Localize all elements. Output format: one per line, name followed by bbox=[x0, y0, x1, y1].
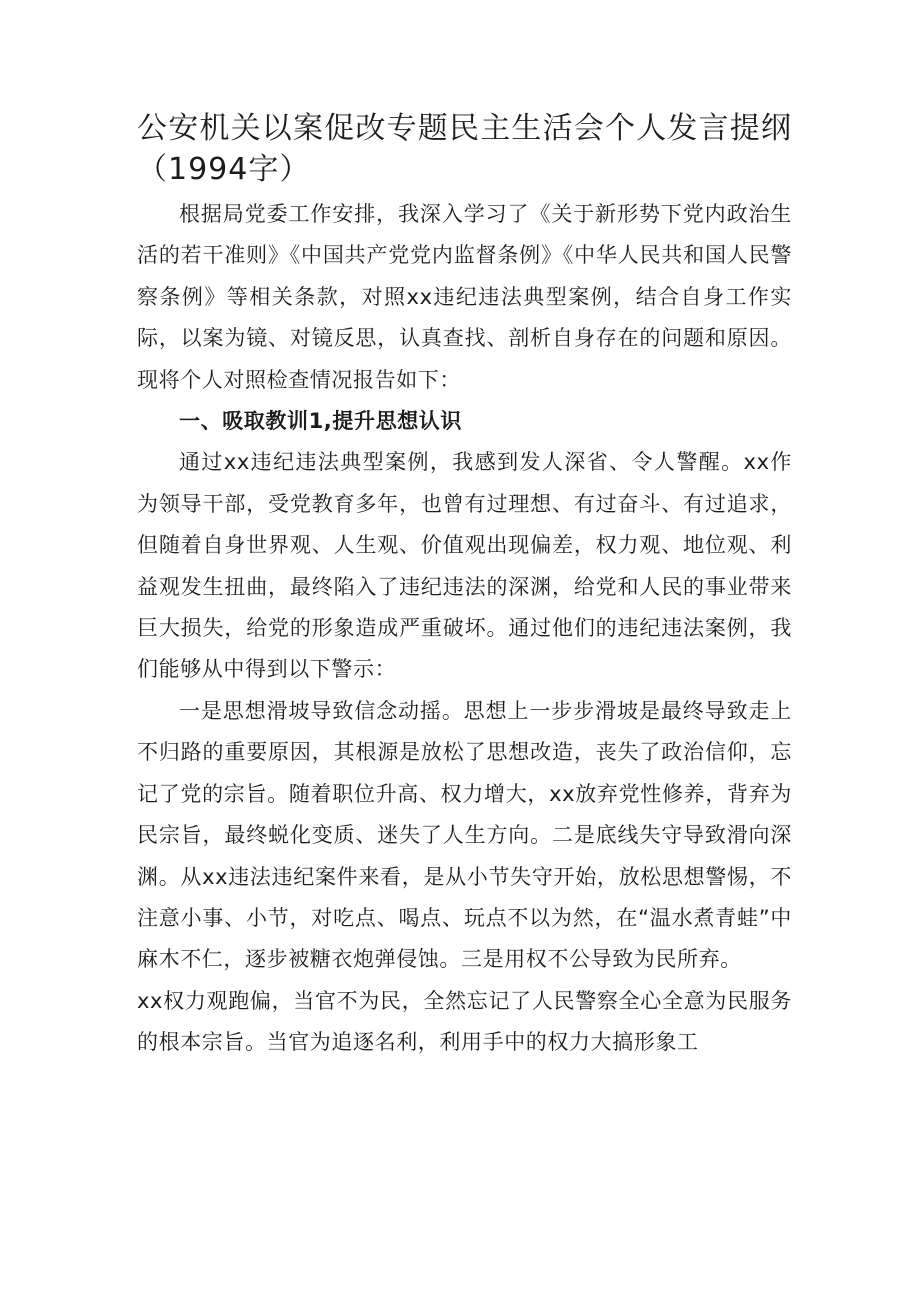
section-heading: 一、吸取教训1,提升思想认识 bbox=[179, 409, 462, 434]
document-title: 公安机关以案促改专题民主生活会个人发言提纲（1994字） bbox=[137, 111, 792, 187]
document-page bbox=[137, 108, 792, 1064]
body-paragraph: 通过xx违纪违法典型案例，我感到发人深省、令人警醒。xx作为领导干部，受党教育多年，也曾有过理想、有过奋斗、有过追求，但随着自身世界观、人生观、价值观出现偏差，权力观、地位观、利益观发生扭曲，最终陷入了违纪违法的深渊，给党和人民的事业带来巨大损失，给党的形象造成严重破坏。通过他们的违纪违法案例，我们能够从中得到以下警示： bbox=[137, 450, 792, 682]
body-paragraph: 一是思想滑坡导致信念动摇。思想上一步步滑坡是最终导致走上不归路的重要原因，其根源是放松了思想改造，丧失了政治信仰，忘记了党的宗旨。随着职位升高、权力增大，xx放弃党性修养，背弃为民宗旨，最终蜕化变质、迷失了人生方向。二是底线失守导致滑向深渊。从xx违法违纪案件来看，是从小节失守开始，放松思想警惕，不注意小事、小节，对吃点、喝点、玩点不以为然，在“温水煮青蛙”中麻木不仁，逐步被糖衣炮弹侵蚀。三是用权不公导致为民所弃。 bbox=[137, 698, 792, 972]
intro-paragraph: 根据局党委工作安排，我深入学习了《关于新形势下党内政治生活的若干准则》《中国共产党党内监督条例》《中华人民共和国人民警察条例》等相关条款，对照xx违纪违法典型案例，结合自身工作实际，以案为镜、对镜反思，认真查找、剖析自身存在的问题和原因。现将个人对照检查情况报告如下： bbox=[137, 202, 792, 392]
body-paragraph: xx权力观跑偏，当官不为民，全然忘记了人民警察全心全意为民服务的根本宗旨。当官为追逐名利，利用手中的权力大搞形象工 bbox=[137, 988, 792, 1055]
